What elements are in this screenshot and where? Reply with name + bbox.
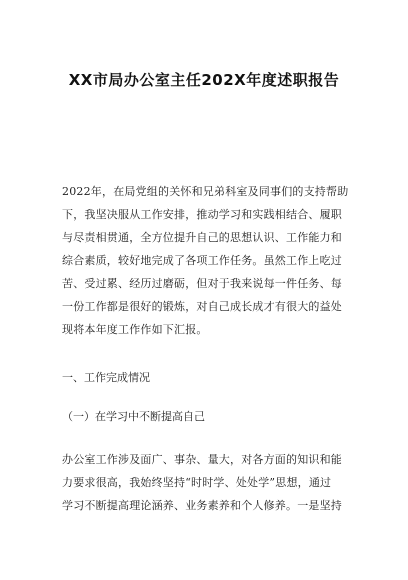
section-heading: 一、工作完成情况 (62, 371, 150, 384)
paragraph-line: 苦、受过累、经历过磨砺，但对于我来说每一件任务、每 (62, 277, 342, 290)
paragraph-line: 现将本年度工作作如下汇报。 (62, 323, 208, 336)
paragraph-line: 力要求很高，我始终坚持“时时学、处处学”思想，通过 (62, 476, 332, 489)
intro-paragraph (62, 180, 362, 341)
body-paragraph (62, 448, 362, 517)
paragraph-line: 一份工作都是很好的锻炼，对自己成长成才有很大的益处 (62, 300, 342, 313)
paragraph-line: 与尽责相贯通，全方位提升自己的思想认识、工作能力和 (62, 231, 342, 244)
paragraph-line: 学习不断提高理论涵养、业务素养和个人修养。一是坚持 (62, 499, 342, 512)
paragraph-line: 下，我坚决服从工作安排，推动学习和实践相结合、履职 (62, 208, 342, 221)
subsection-heading: （一）在学习中不断提高自己 (62, 410, 205, 423)
paragraph-line: 办公室工作涉及面广、事杂、量大，对各方面的知识和能 (62, 453, 342, 466)
paragraph-line: 2022年，在局党组的关怀和兄弟科室及同事们的支持帮助 (62, 185, 349, 198)
document-title: XX市局办公室主任202X年度述职报告 (68, 71, 340, 89)
paragraph-line: 综合素质，较好地完成了各项工作任务。虽然工作上吃过 (62, 254, 342, 267)
